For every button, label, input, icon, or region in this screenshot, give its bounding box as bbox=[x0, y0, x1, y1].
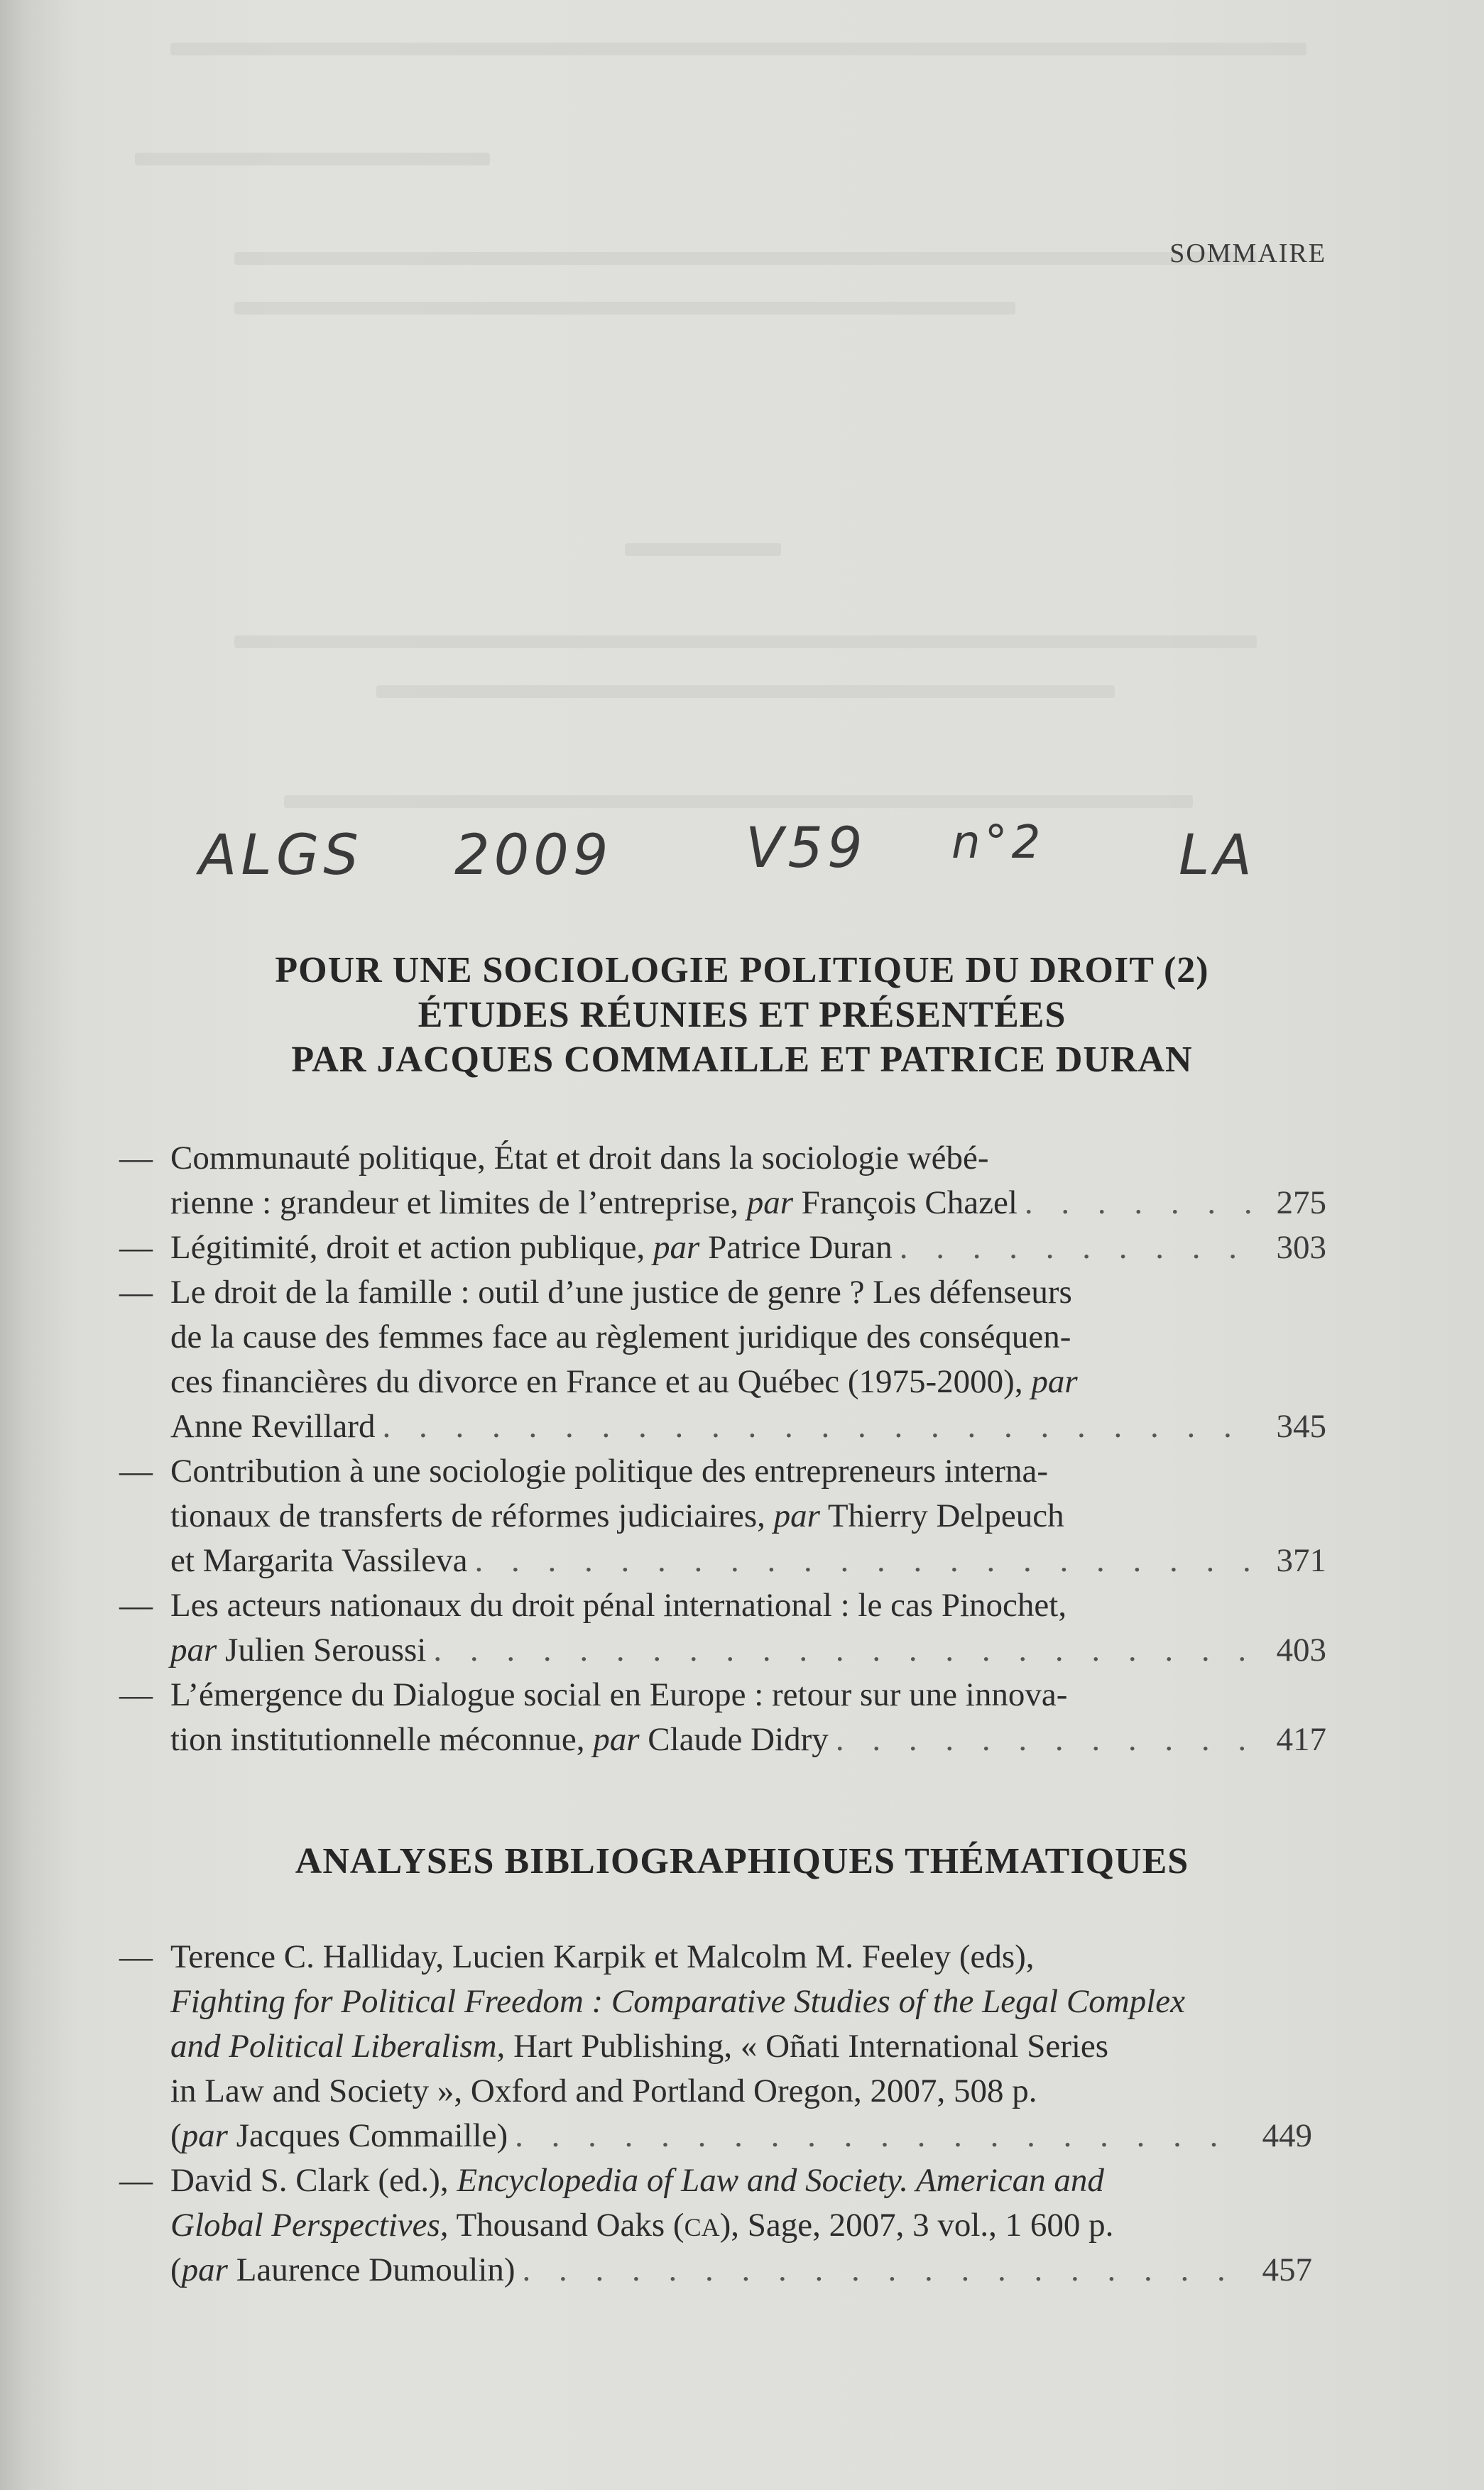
entry-title-line: Thousand Oaks ( bbox=[456, 2207, 684, 2244]
handwritten-part: V59 bbox=[746, 817, 867, 880]
page-number: 345 bbox=[1276, 1408, 1326, 1445]
par-label: par bbox=[170, 1632, 217, 1669]
em-dash: — bbox=[119, 1274, 153, 1311]
em-dash: — bbox=[119, 1938, 153, 1975]
book-title: and Political Liberalism, bbox=[170, 2028, 506, 2065]
em-dash: — bbox=[119, 2162, 153, 2199]
entry-title-line: rienne : grandeur et limites de l’entreprise, bbox=[170, 1184, 738, 1221]
entry-title-line: tionaux de transferts de réformes judiciaires, bbox=[170, 1497, 765, 1534]
par-label: par bbox=[1031, 1363, 1078, 1400]
em-dash: — bbox=[119, 1453, 153, 1490]
section-title-line: PAR JACQUES COMMAILLE ET PATRICE DURAN bbox=[291, 1039, 1193, 1080]
page-number: 403 bbox=[1276, 1632, 1326, 1669]
leader-dots bbox=[475, 1539, 1255, 1583]
em-dash: — bbox=[119, 1229, 153, 1266]
paren: ( bbox=[170, 2117, 182, 2154]
entry-title-line: ), Sage, 2007, 3 vol., 1 600 p. bbox=[719, 2207, 1114, 2244]
toc-entry[interactable] bbox=[119, 1449, 1326, 1583]
bleed-through-artifact bbox=[234, 302, 1015, 315]
entry-title-line: David S. Clark (ed.), bbox=[170, 2162, 449, 2199]
leader-dots bbox=[382, 1404, 1255, 1449]
bleed-through-artifact bbox=[135, 153, 490, 165]
entry-title-line: Légitimité, droit et action publique, bbox=[170, 1229, 645, 1266]
bleed-through-artifact bbox=[170, 43, 1306, 55]
entry-title-line: in Law and Society », Oxford and Portland Oregon, 2007, 508 p. bbox=[170, 2073, 1037, 2109]
bleed-through-artifact bbox=[376, 685, 1115, 698]
entry-title-line: ces financières du divorce en France et au Québec (1975-2000), bbox=[170, 1363, 1023, 1400]
page-number: 303 bbox=[1276, 1229, 1326, 1266]
handwritten-shelfmark bbox=[0, 817, 1484, 902]
bleed-through-artifact bbox=[284, 795, 1193, 808]
entry-author: Thierry Delpeuch bbox=[827, 1497, 1064, 1534]
entry-title-line: Le droit de la famille : outil d’une justice de genre ? Les défenseurs bbox=[170, 1274, 1072, 1311]
par-label: par bbox=[181, 2117, 228, 2154]
entry-author: Jacques Commaille) bbox=[236, 2117, 508, 2154]
entry-title-line: Les acteurs nationaux du droit pénal international : le cas Pinochet, bbox=[170, 1587, 1067, 1624]
toc-entry[interactable] bbox=[119, 1583, 1326, 1673]
toc-list-section-2 bbox=[119, 1935, 1312, 2293]
leader-dots bbox=[1025, 1181, 1255, 1225]
handwritten-part: LA bbox=[1179, 824, 1256, 888]
book-title: Global Perspectives, bbox=[170, 2207, 449, 2244]
page-number: 275 bbox=[1276, 1184, 1326, 1221]
entry-title-line: tion institutionnelle méconnue, bbox=[170, 1721, 585, 1758]
handwritten-part: 2009 bbox=[454, 824, 613, 888]
leader-dots bbox=[515, 2114, 1241, 2158]
leader-dots bbox=[523, 2248, 1241, 2293]
handwritten-part: ALGS bbox=[199, 824, 363, 888]
page-number: 457 bbox=[1262, 2251, 1312, 2288]
entry-title-line: Terence C. Halliday, Lucien Karpik et Malcolm M. Feeley (eds), bbox=[170, 1938, 1035, 1975]
entry-title-line: Communauté politique, État et droit dans la sociologie wébé- bbox=[170, 1140, 989, 1176]
small-caps-abbrev: CA bbox=[684, 2213, 720, 2241]
toc-entry[interactable] bbox=[119, 2158, 1312, 2293]
page-number: 371 bbox=[1276, 1542, 1326, 1579]
entry-author: François Chazel bbox=[801, 1184, 1017, 1221]
bleed-through-artifact bbox=[234, 252, 1257, 265]
leader-dots bbox=[900, 1225, 1255, 1270]
bleed-through-artifact bbox=[234, 635, 1257, 648]
section-title: ANALYSES BIBLIOGRAPHIQUES THÉMATIQUES bbox=[295, 1841, 1189, 1882]
toc-entry[interactable] bbox=[119, 1935, 1312, 2158]
page-number: 449 bbox=[1262, 2117, 1312, 2154]
bleed-through-artifact bbox=[625, 543, 781, 556]
par-label: par bbox=[593, 1721, 640, 1758]
paren: ( bbox=[170, 2251, 182, 2288]
em-dash: — bbox=[119, 1676, 153, 1713]
book-title: Fighting for Political Freedom : Comparative Studies of the Legal Complex bbox=[170, 1983, 1185, 2020]
entry-author: et Margarita Vassileva bbox=[170, 1542, 468, 1579]
par-label: par bbox=[746, 1184, 794, 1221]
leader-dots bbox=[433, 1628, 1255, 1673]
entry-title-line: L’émergence du Dialogue social en Europe : retour sur une innova- bbox=[170, 1676, 1068, 1713]
par-label: par bbox=[181, 2251, 228, 2288]
par-label: par bbox=[773, 1497, 820, 1534]
par-label: par bbox=[653, 1229, 700, 1266]
section-title-line: POUR UNE SOCIOLOGIE POLITIQUE DU DROIT (2) bbox=[275, 950, 1209, 990]
entry-author: Patrice Duran bbox=[708, 1229, 893, 1266]
book-title: Encyclopedia of Law and Society. American and bbox=[457, 2162, 1104, 2199]
toc-entry[interactable] bbox=[119, 1673, 1326, 1762]
entry-title-line: Hart Publishing, « Oñati International Series bbox=[513, 2028, 1109, 2065]
leader-dots bbox=[836, 1718, 1255, 1762]
entry-title-line: de la cause des femmes face au règlement juridique des conséquen- bbox=[170, 1318, 1071, 1355]
entry-author: Laurence Dumoulin) bbox=[236, 2251, 515, 2288]
running-head: SOMMAIRE bbox=[1169, 239, 1326, 268]
entry-author: Anne Revillard bbox=[170, 1408, 376, 1445]
entry-author: Julien Seroussi bbox=[225, 1632, 427, 1669]
em-dash: — bbox=[119, 1587, 153, 1624]
handwritten-part: n°2 bbox=[951, 817, 1045, 869]
toc-entry[interactable] bbox=[119, 1270, 1326, 1449]
toc-entry[interactable] bbox=[119, 1225, 1326, 1270]
entry-author: Claude Didry bbox=[648, 1721, 829, 1758]
em-dash: — bbox=[119, 1140, 153, 1176]
section-title-line: ÉTUDES RÉUNIES ET PRÉSENTÉES bbox=[418, 995, 1066, 1035]
entry-title-line: Contribution à une sociologie politique des entrepreneurs interna- bbox=[170, 1453, 1049, 1490]
page-number: 417 bbox=[1276, 1721, 1326, 1758]
toc-entry[interactable] bbox=[119, 1136, 1326, 1225]
toc-list-section-1 bbox=[119, 1136, 1326, 1762]
